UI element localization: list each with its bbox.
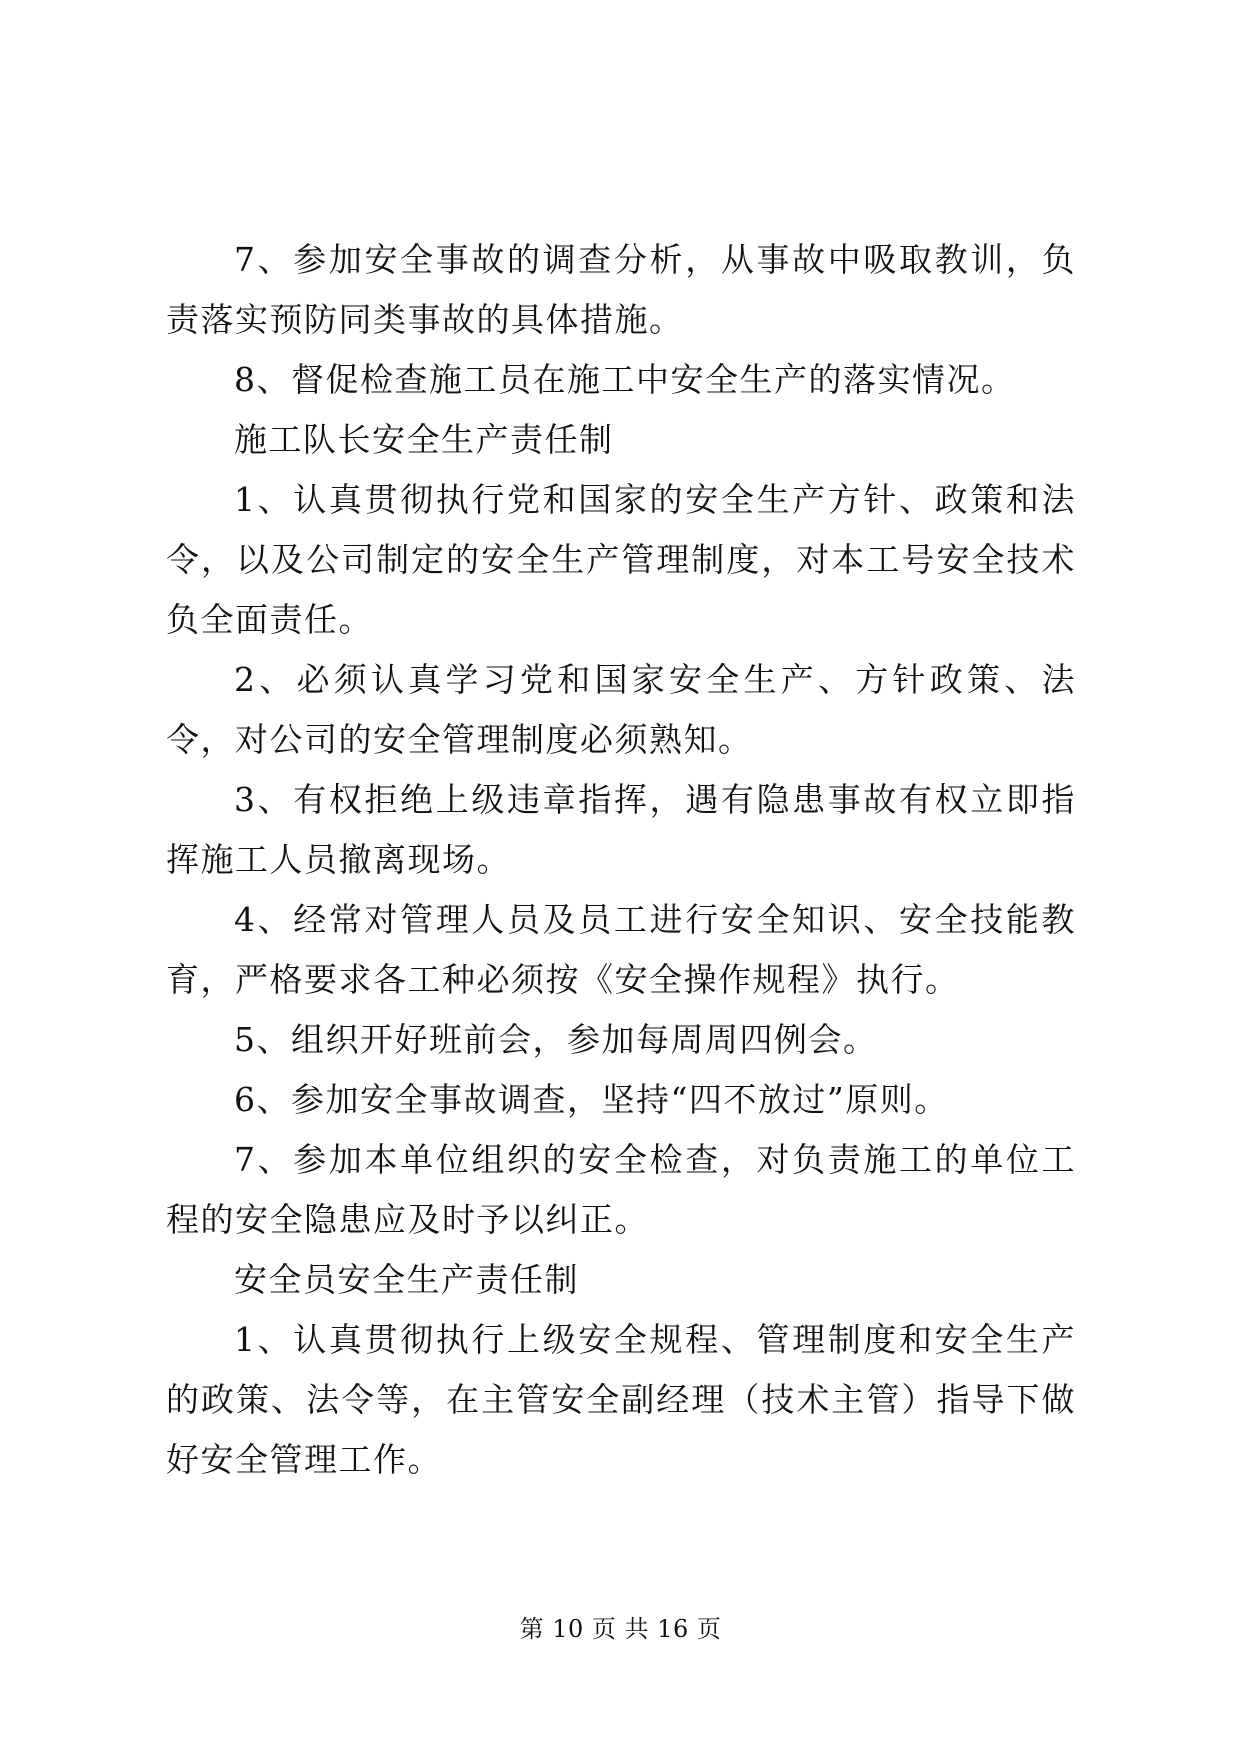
paragraph-8-supervise-inspection: 8、督促检查施工员在施工中安全生产的落实情况。: [234, 360, 1016, 399]
paragraph-6-accident-investigation: 6、参加安全事故调查，坚持“四不放过”原则。: [234, 1080, 949, 1119]
page-number-footer: 第 10 页 共 16 页: [519, 1615, 722, 1643]
paragraph-1-safety-management: 1、认真贯彻执行上级安全规程、管理制度和安全生产的政策、法令等，在主管安全副经理（技术主管）指导下做好安全管理工作。: [166, 1320, 1076, 1479]
paragraph-5-pre-shift-meeting: 5、组织开好班前会，参加每周周四例会。: [234, 1020, 878, 1059]
document-body: [166, 230, 1076, 1490]
paragraph-1-implement-policy: 1、认真贯彻执行党和国家的安全生产方针、政策和法令，以及公司制定的安全生产管理制度，对本工号安全技术负全面责任。: [166, 480, 1076, 639]
paragraph-7-accident-investigation: 7、参加安全事故的调查分析，从事故中吸取教训，负责落实预防同类事故的具体措施。: [166, 240, 1076, 339]
paragraph-7-safety-inspection: 7、参加本单位组织的安全检查，对负责施工的单位工程的安全隐患应及时予以纠正。: [166, 1140, 1076, 1239]
section-heading-team-leader: 施工队长安全生产责任制: [234, 420, 614, 459]
section-heading-safety-officer: 安全员安全生产责任制: [234, 1260, 579, 1299]
paragraph-4-safety-education: 4、经常对管理人员及员工进行安全知识、安全技能教育，严格要求各工种必须按《安全操作规程》执行。: [166, 900, 1076, 999]
paragraph-3-refuse-violations: 3、有权拒绝上级违章指挥，遇有隐患事故有权立即指挥施工人员撤离现场。: [166, 780, 1076, 879]
paragraph-2-study-regulations: 2、必须认真学习党和国家安全生产、方针政策、法令，对公司的安全管理制度必须熟知。: [166, 660, 1076, 759]
